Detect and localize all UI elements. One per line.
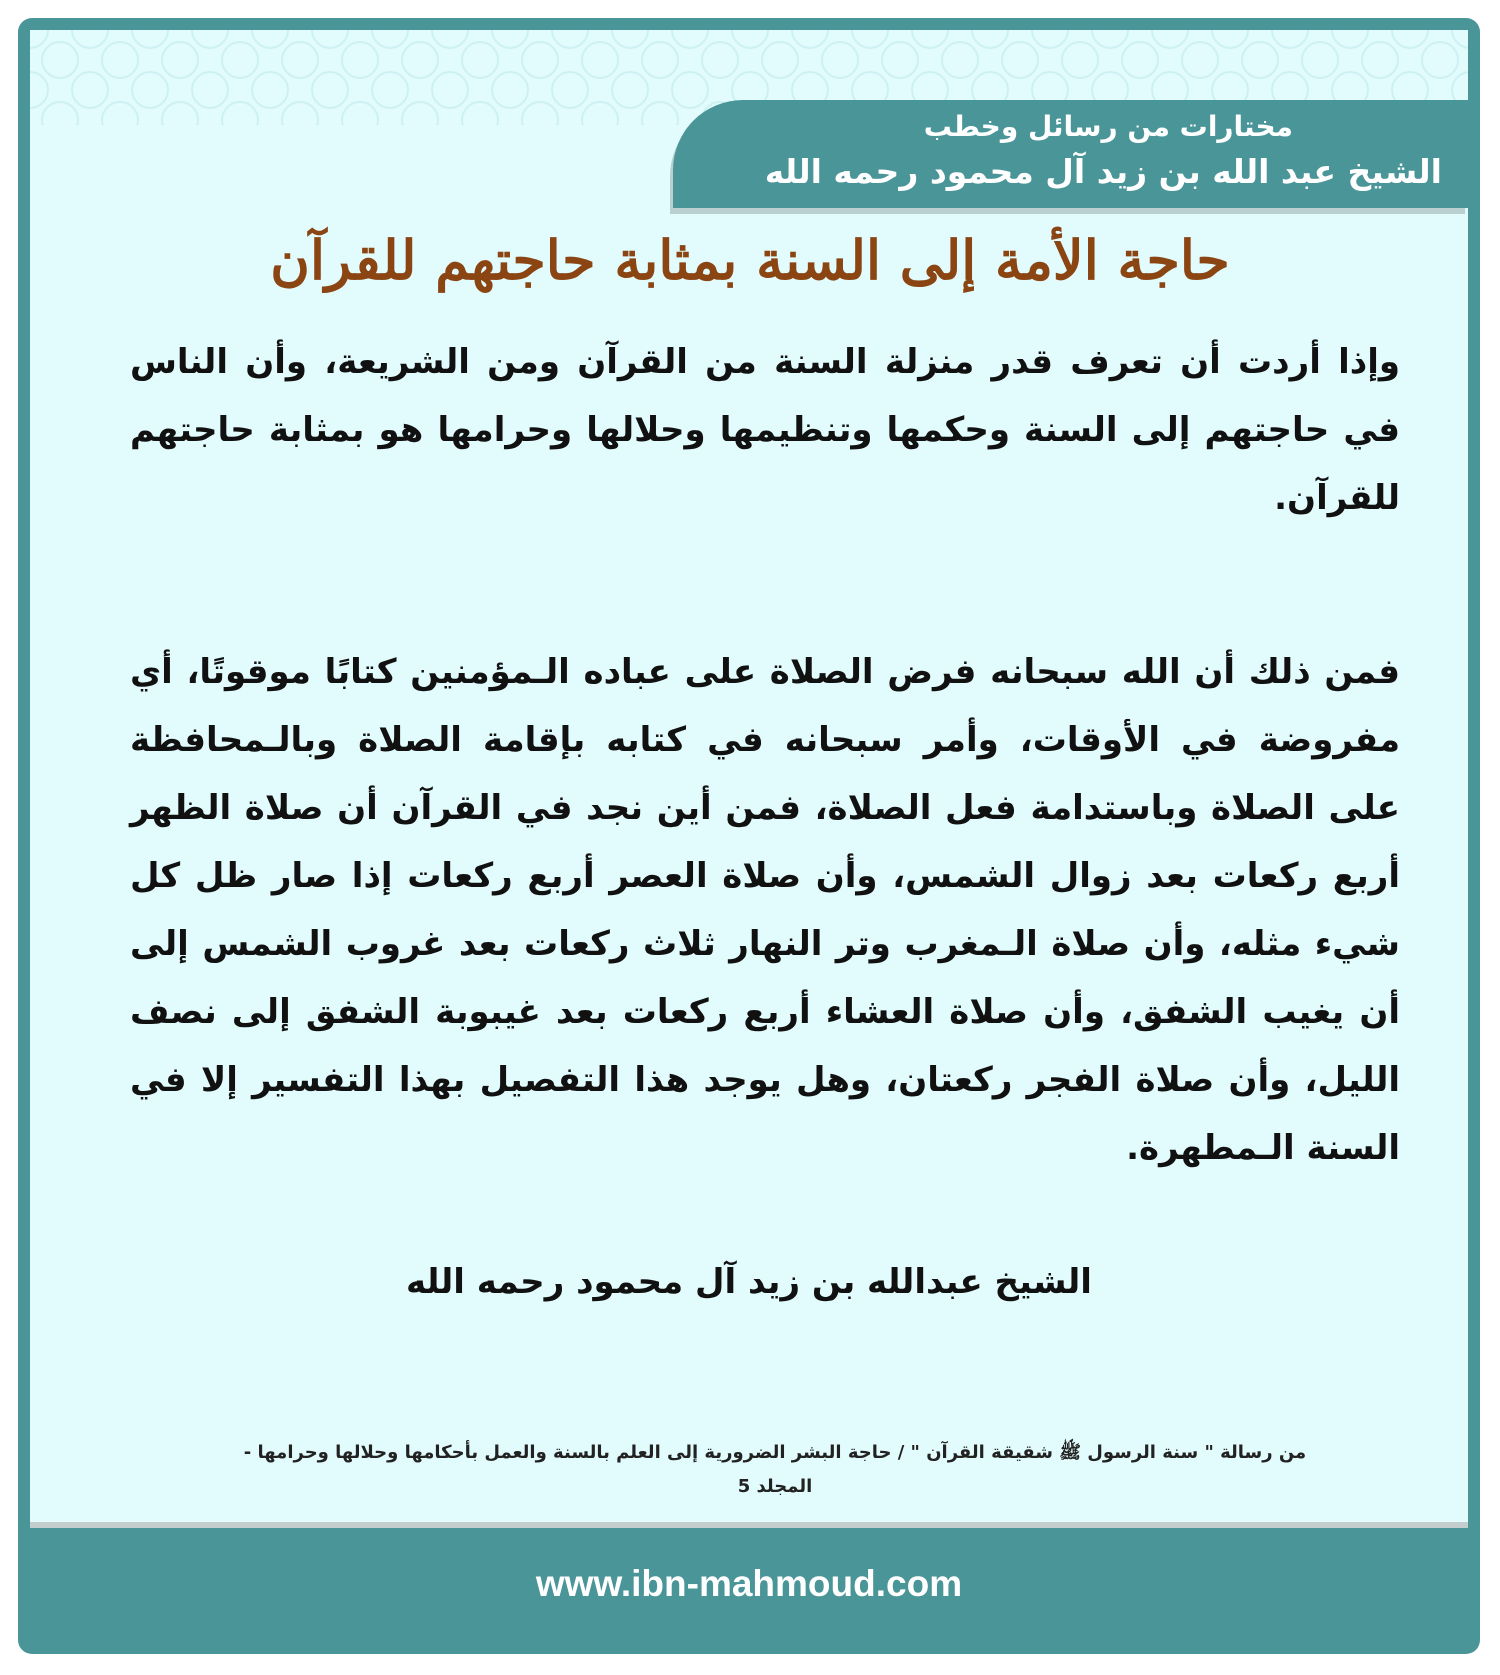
source-line-2: المجلد 5 bbox=[737, 1476, 813, 1497]
header-tab bbox=[673, 100, 1468, 208]
source-line-1: من رسالة " سنة الرسول ﷺ شقيقة القرآن " / حاجة البشر الضرورية إلى العلم بالسنة والعمل بأحكامها وحلالها وحرامها - bbox=[243, 1442, 1307, 1463]
signature: الشيخ عبدالله بن زيد آل محمود رحمه الله bbox=[406, 1262, 1092, 1302]
paragraph-1: وإذا أردت أن تعرف قدر منزلة السنة من القرآن ومن الشريعة، وأن الناس في حاجتهم إلى السنة وحكمها وتنظيمها وحلالها وحرامها هو بمثابة حاجتهم للقرآن. bbox=[130, 342, 1400, 518]
content-panel bbox=[30, 30, 1468, 1528]
paragraph-2: فمن ذلك أن الله سبحانه فرض الصلاة على عباده الـمؤمنين كتابًا موقوتًا، أي مفروضة في الأوقات، وأمر سبحانه في كتابه بإقامة الصلاة وبالـمحافظة على الصلاة وباستدامة فعل الصلاة، فمن أين نجد في القرآن أن صلاة الظهر أربع ركعات بعد زوال الشمس، وأن صلاة العصر أربع ركعات إذا صار ظل كل شيء مثله، وأن صلاة الـمغرب وتر النهار ثلاث ركعات بعد غروب الشمس إلى أن يغيب الشفق، وأن صلاة العشاء أربع ركعات بعد غيبوبة الشفق إلى نصف الليل، وأن صلاة الفجر ركعتان، وهل يوجد هذا التفصيل بهذا التفسير إلا في السنة الـمطهرة. bbox=[130, 652, 1400, 1168]
card-frame bbox=[18, 18, 1480, 1654]
header-author-name: الشيخ عبد الله بن زيد آل محمود رحمه الله bbox=[764, 152, 1442, 191]
divider bbox=[30, 1522, 1468, 1528]
page-title: حاجة الأمة إلى السنة بمثابة حاجتهم للقرآن bbox=[270, 228, 1230, 292]
source-citation bbox=[140, 1436, 1410, 1504]
header-series-title: مختارات من رسائل وخطب bbox=[923, 110, 1293, 143]
website-link[interactable]: www.ibn-mahmoud.com bbox=[535, 1563, 963, 1604]
